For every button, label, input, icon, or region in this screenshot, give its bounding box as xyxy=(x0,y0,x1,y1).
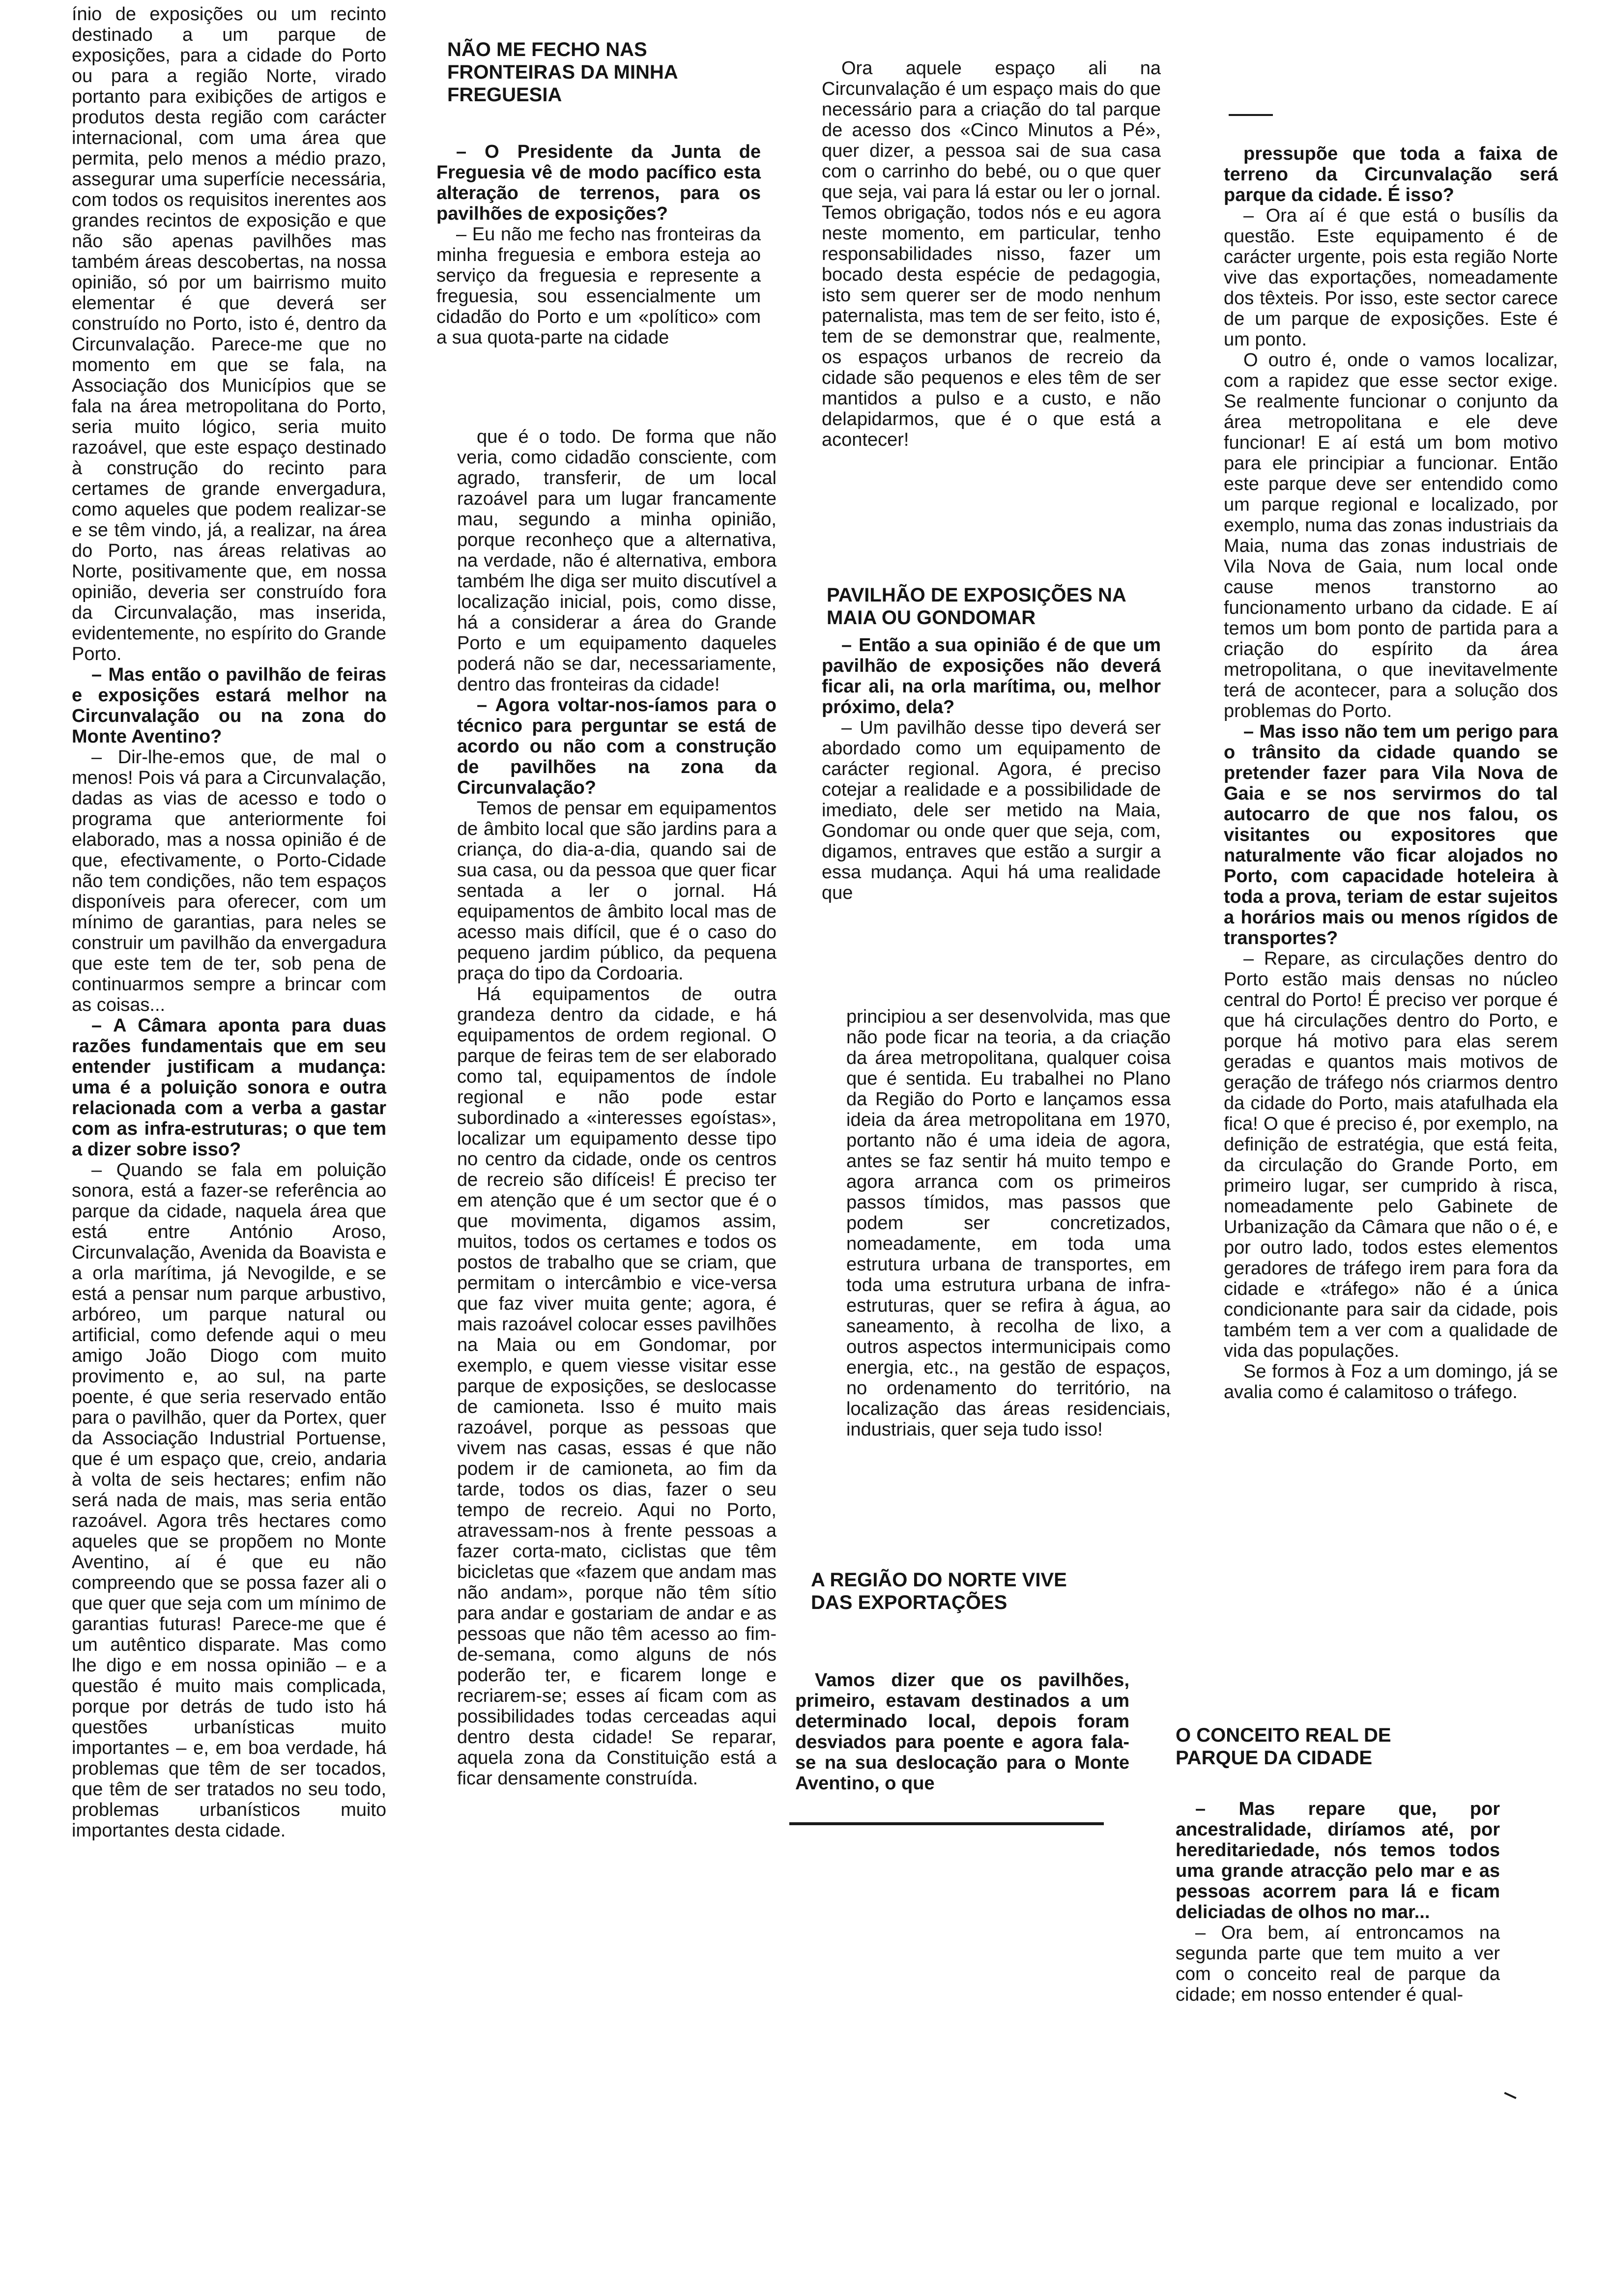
section-heading: O CONCEITO REAL DE PARQUE DA CIDADE xyxy=(1176,1724,1391,1769)
paragraph: Há equipamentos de outra grandeza dentro da cidade, e há equipamentos de ordem regional. O parque de feiras tem de ser elaborado como tal, equipamentos de índole regional e não pode estar subordinado a «interesses egoístas», localizar um equipamento desse tipo no centro da cidade, onde os centros de recreio são difíceis! É preciso ter em atenção que é um sector que é o que movimenta, digamos assim, muitos, todos os certames e todos os postos de trabalho que se criam, que permitam o intercâmbio e vice-versa que faz viver muita gente; agora, é mais razoável colocar esses pavilhões na Maia ou em Gondomar, por exemplo, e quem viesse visitar esse parque de exposições, se deslocasse de camioneta. Isso é muito mais razoável, porque as pessoas que vivem nas casas, essas é que não podem ir de camioneta, ao fim da tarde, todos os dias, fazer o seu tempo de recreio. Aqui no Porto, atravessam-nos à frente pessoas a fazer corta-mato, ciclistas que têm bicicletas que «fazem que andam mas não andam», porque não têm sítio para andar e gostariam de andar e as pessoas que não têm acesso ao fim-de-semana, como alguns de nós poderão ter, e ficarem longe e recriarem-se; esses aí ficam com as possibilidades todas cerceadas aqui dentro desta cidade! Se reparar, aquela zona da Constituição está a ficar densamente construída. xyxy=(457,984,777,1789)
column-3-top xyxy=(822,58,1161,450)
section-heading: NÃO ME FECHO NAS FRONTEIRAS DA MINHA FREGUESIA xyxy=(447,39,678,106)
column-4-top xyxy=(1224,144,1558,1403)
paragraph: Se formos à Foz a um domingo, já se avalia como é calamitoso o tráfego. xyxy=(1224,1361,1558,1403)
interview-question: – A Câmara aponta para duas razões fundamentais que em seu entender justificam a mudança: uma é a poluição sonora e outra relacionada com a verba a gastar com as infra-estruturas; o que tem a dizer sobre isso? xyxy=(72,1015,386,1160)
section-heading: A REGIÃO DO NORTE VIVE DAS EXPORTAÇÕES xyxy=(811,1569,1067,1613)
paragraph: – Repare, as circulações dentro do Porto estão mais densas no núcleo central do Porto! É preciso ver porque é que há circulações dentro do Porto, e porque há motivo para elas serem geradas e quantos mais motivos de geração de tráfego nós criarmos dentro da cidade do Porto, mais atafulhada ela fica! O que é preciso é, por exemplo, na definição de estratégia, que está feita, da circulação do Grande Porto, em primeiro lugar, ser cumprido à risca, nomeadamente pelo Gabinete de Urbanização da Câmara que não o é, e por outro lado, todos estes elementos geradores de tráfego irem para fora da cidade e «tráfego» não é a única condicionante para sair da cidade, pois também tem a ver com a qualidade de vida das populações. xyxy=(1224,948,1558,1361)
column-3-mid xyxy=(822,635,1161,903)
paragraph: – Ora bem, aí entroncamos na segunda parte que tem muito a ver com o conceito real de parque da cidade; em nosso entender é qual- xyxy=(1176,1923,1500,2005)
column-2-bottom xyxy=(457,427,777,1789)
interview-question: pressupõe que toda a faixa de terreno da Circunvalação será parque da cidade. É isso? xyxy=(1224,144,1558,205)
column-3-low xyxy=(846,1006,1171,1440)
paragraph: que é o todo. De forma que não veria, como cidadão consciente, com agrado, transferir, de um local razoável para um lugar francamente mau, segundo a minha opinião, porque reconheço que a alternativa, na verdade, não é alternativa, embora também lhe diga ser muito discutível a localização inicial, pois, como disse, há a considerar a área do Grande Porto e um equipamento daqueles poderá não se dar, necessariamente, dentro das fronteiras da cidade! xyxy=(457,427,777,695)
paragraph: – Quando se fala em poluição sonora, está a fazer-se referência ao parque da cidade, naquela área que está entre António Aroso, Circunvalação, Avenida da Boavista e a orla marítima, já Nevogilde, e se está a pensar num parque arbustivo, arbóreo, um parque natural ou artificial, como defende aqui o meu amigo João Diogo com muito provimento e, ao sul, na parte poente, é que seria reservado então para o pavilhão, quer da Portex, quer da Associação Industrial Portuense, que é um espaço que, creio, andaria à volta de seis hectares; enfim não será nada de mais, mas seria então razoável. Agora três hectares como aqueles que se propõem no Monte Aventino, aí é que eu não compreendo que se possa fazer ali o que quer que seja com um mínimo de garantias futuras! Parece-me que é um autêntico disparate. Mas como lhe digo e em nossa opinião – e a questão é muito mais complicada, porque por detrás de tudo isto há questões urbanísticas muito importantes – e, em boa verdade, há problemas que têm de ser tocados, que têm de ser tratados no seu todo, problemas urbanísticos muito importantes desta cidade. xyxy=(72,1160,386,1841)
continuation-mark xyxy=(1229,114,1273,116)
interview-question: – Mas repare que, por ancestralidade, diríamos até, por hereditariedade, nós temos todos uma grande atracção pelo mar e as pessoas acorrem para lá e ficam deliciadas de olhos no mar... xyxy=(1176,1799,1500,1923)
paragraph: principiou a ser desenvolvida, mas que não pode ficar na teoria, a da criação da área metropolitana, qualquer coisa que é sentida. Eu trabalhei no Plano da Região do Porto e lançamos essa ideia da área metropolitana em 1970, portanto não é uma ideia de agora, antes se faz sentir há muito tempo e agora arranca com os primeiros passos tímidos, mas passos que podem ser concretizados, nomeadamente, em toda uma estrutura urbana de transportes, em toda uma estrutura urbana de infra-estruturas, quer se refira à água, ao saneamento, à recolha de lixo, a outros aspectos intermunicipais como energia, etc., na gestão de espaços, no ordenamento do território, na localização das áreas residenciais, industriais, quer seja tudo isso! xyxy=(846,1006,1171,1440)
interview-lede: Vamos dizer que os pavilhões, primeiro, estavam destinados a um determinado local, depois foram desviados para poente e agora fala-se na sua deslocação para o Monte Aventino, o que xyxy=(795,1670,1129,1794)
paragraph: O outro é, onde o vamos localizar, com a rapidez que esse sector exige. Se realmente funcionar o conjunto da área metropolitana e ele deve funcionar! E aí está um bom motivo para ele principiar a funcionar. Então este parque deve ser entendido como um parque regional e localizado, por exemplo, numa das zonas industriais da Maia, numa das zonas industriais de Vila Nova de Gaia, num local onde cause menos transtorno ao funcionamento urbano da cidade. E aí temos um bom ponto de partida para a criação do espírito da área metropolitana, o que inevitavelmente terá de acontecer, para a solução dos problemas do Porto. xyxy=(1224,350,1558,721)
interview-question: – Agora voltar-nos-íamos para o técnico para perguntar se está de acordo ou não com a construção de pavilhões na zona da Circunvalação? xyxy=(457,695,777,798)
end-mark xyxy=(1504,2092,1516,2099)
interview-question: – O Presidente da Junta de Freguesia vê de modo pacífico esta alteração de terrenos, para os pavilhões de exposições? xyxy=(436,142,761,224)
paragraph: – Eu não me fecho nas fronteiras da minha freguesia e embora esteja ao serviço da freguesia e represente a freguesia, sou essencialmente um cidadão do Porto e um «político» com a sua quota-parte na cidade xyxy=(436,224,761,348)
column-4-bottom xyxy=(1176,1799,1500,2005)
interview-question: – Então a sua opinião é de que um pavilhão de exposições não deverá ficar ali, na orla marítima, ou, melhor próximo, dela? xyxy=(822,635,1161,718)
column-1 xyxy=(72,4,386,1841)
interview-question: – Mas isso não tem um perigo para o trânsito da cidade quando se pretender fazer para Vila Nova de Gaia e se nos servirmos do tal autocarro de que nos falou, os visitantes ou expositores que naturalmente vão ficar alojados no Porto, com capacidade hoteleira à toda a prova, teriam de estar sujeitos a horários mais ou menos rígidos de transportes? xyxy=(1224,721,1558,948)
paragraph: – Dir-lhe-emos que, de mal o menos! Pois vá para a Circunvalação, dadas as vias de acesso e todo o programa que anteriormente foi elaborado, mas a nossa opinião é de que, efectivamente, o Porto-Cidade não tem condições, não tem espaços disponíveis para oferecer, com um mínimo de garantias, para neles se construir um pavilhão da envergadura que este tem de ter, sob pena de continuarmos sempre a brincar com as coisas... xyxy=(72,747,386,1015)
separator-rule xyxy=(789,1822,1104,1825)
interview-question: – Mas então o pavilhão de feiras e exposições estará melhor na Circunvalação ou na zona do Monte Aventino? xyxy=(72,664,386,747)
paragraph: – Ora aí é que está o busílis da questão. Este equipamento é de carácter urgente, pois esta região Norte vive das exportações, nomeadamente dos têxteis. Por isso, este sector carece de um parque de exposições. Este é um ponto. xyxy=(1224,205,1558,350)
paragraph: – Um pavilhão desse tipo deverá ser abordado como um equipamento de carácter regional. Agora, é preciso cotejar a realidade e a possibilidade de imediato, dele ser metido na Maia, Gondomar ou onde quer que seja, com, digamos, entraves que estão a surgir a essa mudança. Aqui há uma realidade que xyxy=(822,718,1161,903)
paragraph: ínio de exposições ou um recinto destinado a um parque de exposições, para a cidade do Porto ou para a região Norte, virado portanto para exibições de artigos e produtos desta região com carácter internacional, com uma área que permita, pelo menos a médio prazo, assegurar uma superfície necessária, com todos os requisitos inerentes aos grandes recintos de exposição e que não são apenas pavilhões mas também áreas descobertas, na nossa opinião, só por um bairrismo muito elementar é que deverá ser construído no Porto, isto é, dentro da Circunvalação. Parece-me que no momento em que se fala, na Associação dos Municípios que se fala na área metropolitana do Porto, seria muito lógico, seria muito razoável, que este espaço destinado à construção do recinto para certames de grande envergadura, como aqueles que podem realizar-se e se têm vindo, já, a realizar, na área do Porto, nas áreas relativas ao Norte, positivamente que, em nossa opinião, deveria ser construído fora da Circunvalação, mas inserida, evidentemente, no espírito do Grande Porto. xyxy=(72,4,386,664)
paragraph: Temos de pensar em equipamentos de âmbito local que são jardins para a criança, do dia-a-dia, quando sai de sua casa, ou da pessoa que quer ficar sentada a ler o jornal. Há equipamentos de âmbito local mas de acesso mais difícil, que é o caso do pequeno jardim público, da pequena praça do tipo da Cordoaria. xyxy=(457,798,777,984)
section-heading: PAVILHÃO DE EXPOSIÇÕES NA MAIA OU GONDOMAR xyxy=(827,584,1126,629)
paragraph: Ora aquele espaço ali na Circunvalação é um espaço mais do que necessário para a criação do tal parque de acesso dos «Cinco Minutos a Pé», quer dizer, a pessoa sai de sua casa com o carrinho do bebé, ou o que quer que seja, vai para lá estar ou ler o jornal. Temos obrigação, todos nós e eu agora neste momento, em particular, tenho responsabilidades nisso, fazer um bocado desta espécie de pedagogia, isto sem querer ser de modo nenhum paternalista, mas tem de ser feito, isto é, tem de se demonstrar que, realmente, os espaços urbanos de recreio da cidade são pequenos e eles têm de ser mantidos a pulso e a custo, e não delapidarmos, que é o que está a acontecer! xyxy=(822,58,1161,450)
column-2-top xyxy=(436,142,761,348)
